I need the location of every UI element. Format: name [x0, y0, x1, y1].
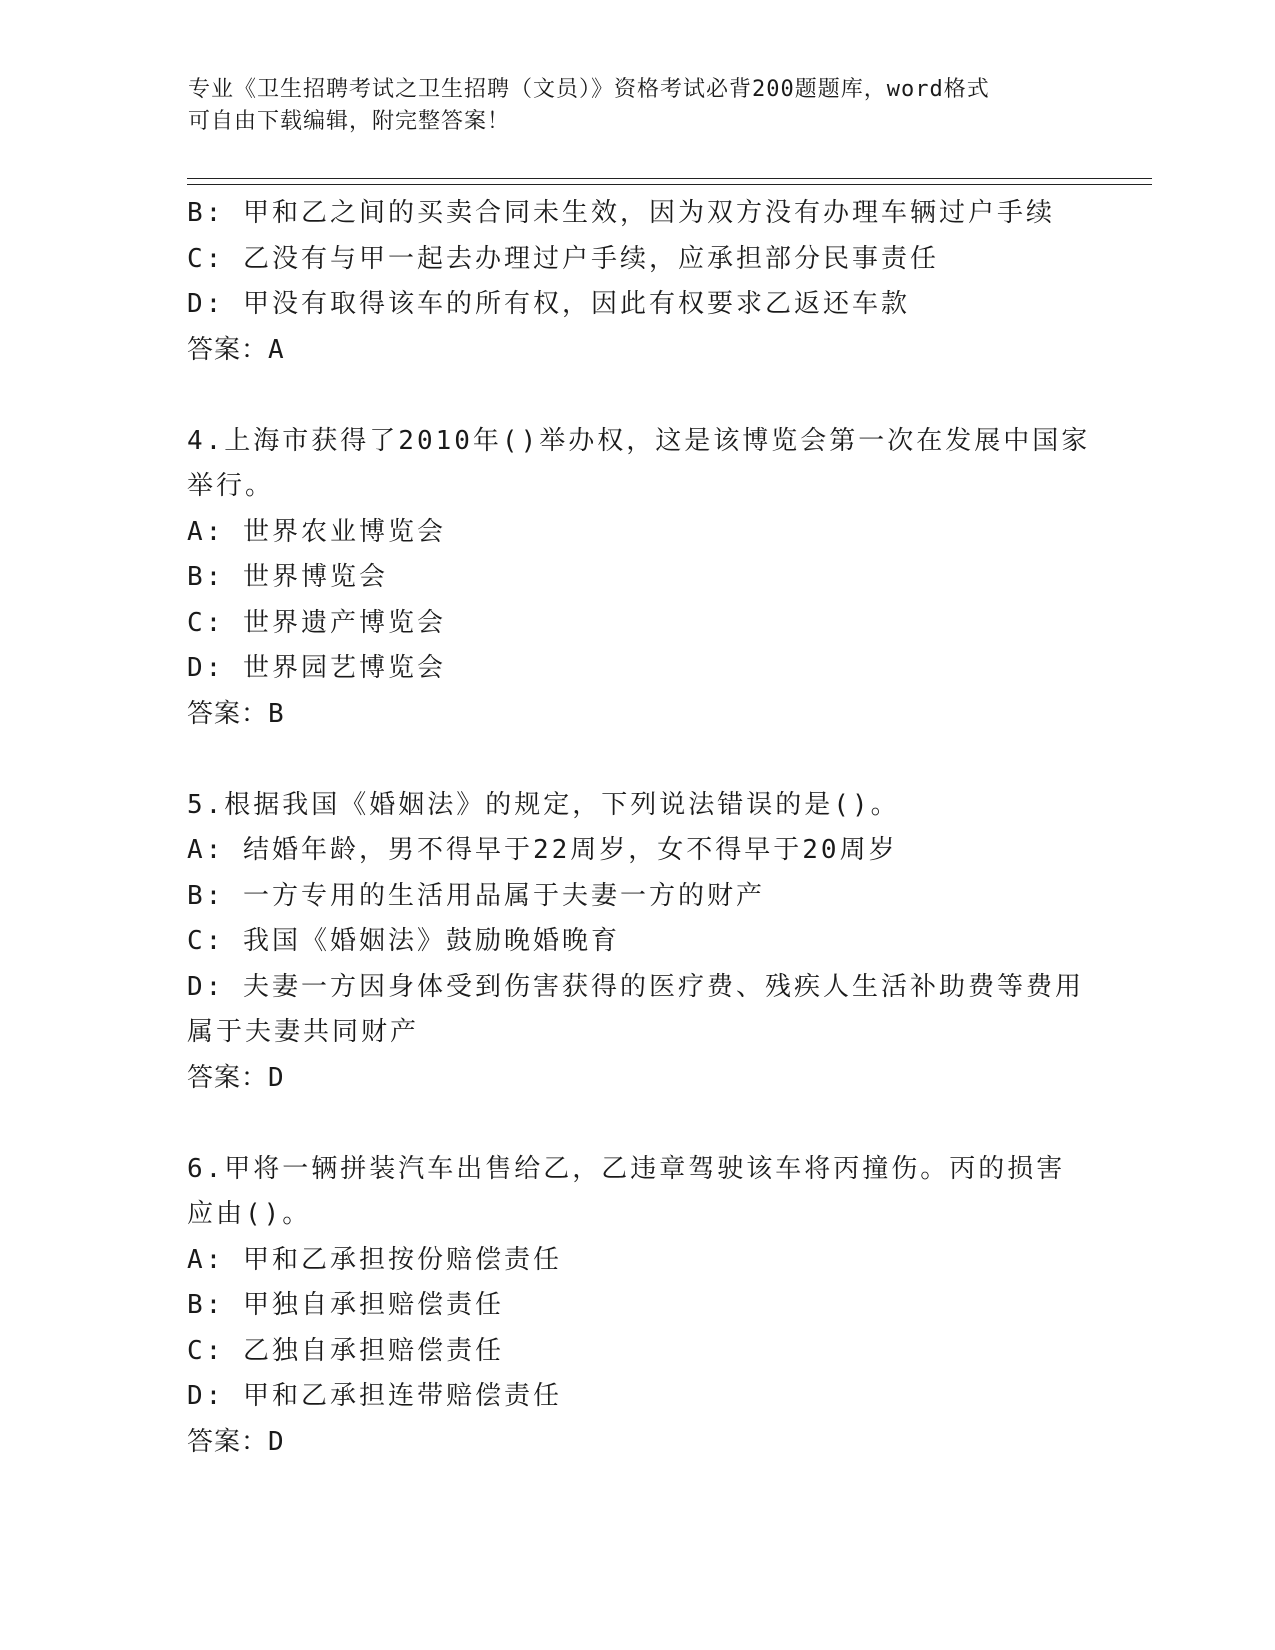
- option-d: D: 甲没有取得该车的所有权，因此有权要求乙返还车款: [187, 289, 910, 319]
- option-d: D: 甲和乙承担连带赔偿责任: [187, 1381, 562, 1411]
- document-header: [188, 74, 1088, 138]
- option-a: A: 甲和乙承担按份赔偿责任: [187, 1244, 562, 1275]
- answer: 答案：A: [187, 334, 285, 365]
- question-stem: 5.根据我国《婚姻法》的规定，下列说法错误的是()。: [187, 789, 900, 820]
- question-stem-cont: 举行。: [187, 471, 275, 501]
- option-c: C: 我国《婚姻法》鼓励晚婚晚育: [187, 926, 620, 956]
- option-b: B: 一方专用的生活用品属于夫妻一方的财产: [187, 880, 765, 911]
- option-a: A: 世界农业博览会: [187, 516, 446, 547]
- spacer: [187, 373, 1067, 419]
- option-b: B: 甲和乙之间的买卖合同未生效，因为双方没有办理车辆过户手续: [187, 198, 1055, 228]
- answer: 答案：B: [187, 698, 285, 729]
- question-stem-cont: 应由()。: [187, 1199, 312, 1229]
- question-6: [187, 1147, 1067, 1466]
- header-line-2: 可自由下载编辑，附完整答案！: [188, 109, 511, 134]
- option-b: B: 世界博览会: [187, 562, 388, 592]
- option-c: C: 世界遗产博览会: [187, 607, 446, 638]
- option-d: D: 夫妻一方因身体受到伤害获得的医疗费、残疾人生活补助费等费用: [187, 971, 1084, 1002]
- option-b: B: 甲独自承担赔偿责任: [187, 1290, 504, 1320]
- header-line-1: 专业《卫生招聘考试之卫生招聘（文员）》资格考试必背200题题库，word格式: [188, 77, 990, 102]
- question-4: [187, 419, 1091, 738]
- answer: 答案：D: [187, 1426, 285, 1457]
- option-c: C: 乙没有与甲一起去办理过户手续，应承担部分民事责任: [187, 243, 939, 274]
- question-stem: 4.上海市获得了2010年()举办权，这是该博览会第一次在发展中国家: [187, 425, 1091, 456]
- option-d: D: 世界园艺博览会: [187, 653, 446, 683]
- spacer: [187, 737, 1067, 783]
- header-rule-top: [187, 178, 1152, 179]
- question-5: [187, 783, 1084, 1102]
- option-d-cont: 属于夫妻共同财产: [187, 1017, 420, 1047]
- question-3: [187, 191, 1067, 373]
- option-c: C: 乙独自承担赔偿责任: [187, 1335, 504, 1366]
- header-rule-bottom: [187, 184, 1152, 185]
- spacer: [187, 1101, 1067, 1147]
- question-list: [187, 191, 1091, 1465]
- question-stem: 6.甲将一辆拼装汽车出售给乙，乙违章驾驶该车将丙撞伤。丙的损害: [187, 1153, 1066, 1184]
- answer: 答案：D: [187, 1062, 285, 1093]
- option-a: A: 结婚年龄，男不得早于22周岁，女不得早于20周岁: [187, 835, 898, 865]
